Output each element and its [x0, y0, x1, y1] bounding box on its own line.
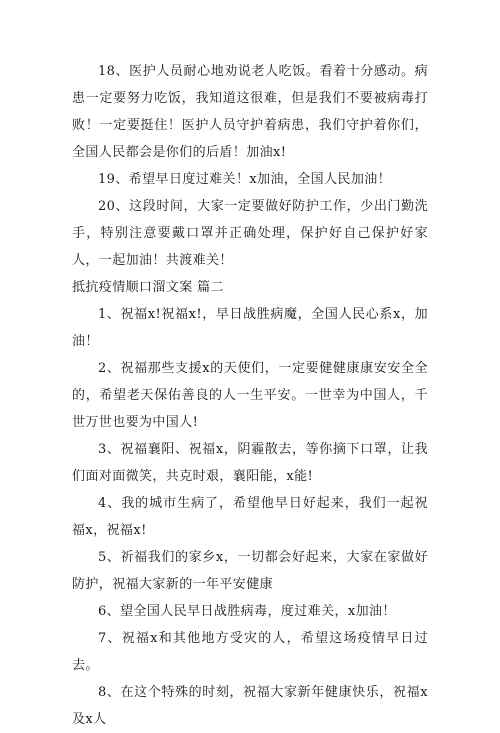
paragraph-18: 18、医护人员耐心地劝说老人吃饭。看着十分感动。病患一定要努力吃饭，我知道这很难，但是我们不要被病毒打败！一定要挺住！医护人员守护着病患，我们守护着你们，全国人民都会是你们的后盾！加油x! [72, 64, 428, 160]
paragraph-20: 20、这段时间，大家一定要做好防护工作，少出门勤洗手，特别注意要戴口罩并正确处理，保护好自己保护好家人，一起加油！共渡难关！ [72, 199, 428, 268]
paragraph-3: 3、祝福襄阳、祝福x，阴霾散去，等你摘下口罩，让我们面对面微笑，共克时艰，襄阳能，x能! [72, 442, 428, 484]
section-heading: 抵抗疫情顺口溜文案 篇二 [72, 280, 224, 295]
paragraph-19: 19、希望早日度过难关！x加油，全国人民加油！ [98, 172, 392, 187]
paragraph-6: 6、望全国人民早日战胜病毒，度过难关，x加油！ [98, 604, 396, 619]
paragraph-5: 5、祈福我们的家乡x，一切都会好起来，大家在家做好防护，祝福大家新的一年平安健康 [72, 550, 428, 592]
paragraph-2: 2、祝福那些支援x的天使们，一定要健健康康安安全全的，希望老天保佑善良的人一生平安。一世幸为中国人，千世万世也要为中国人! [72, 361, 428, 430]
paragraph-1: 1、祝福x!祝福x!，早日战胜病魔，全国人民心系x，加油！ [72, 307, 428, 349]
paragraph-7: 7、祝福x和其他地方受灾的人，希望这场疫情早日过去。 [72, 631, 428, 673]
paragraph-4: 4、我的城市生病了，希望他早日好起来，我们一起祝福x，祝福x! [72, 496, 428, 538]
paragraph-8: 8、在这个特殊的时刻，祝福大家新年健康快乐，祝福x及x人 [72, 685, 428, 727]
document-body [72, 58, 428, 733]
